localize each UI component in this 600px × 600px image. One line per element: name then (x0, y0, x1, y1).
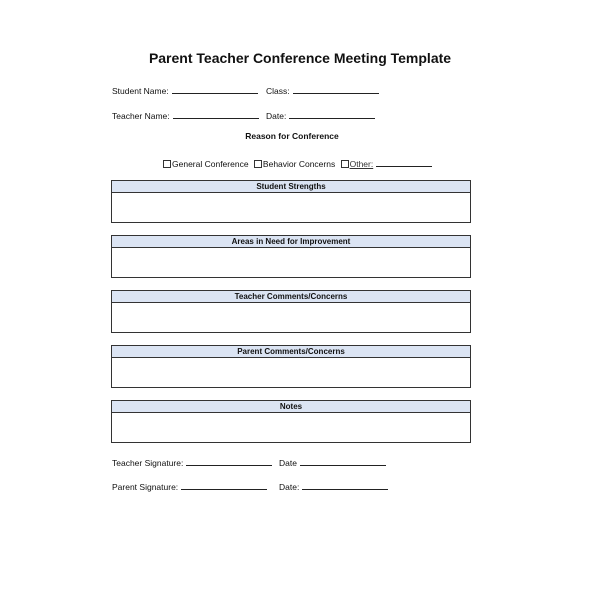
option-other[interactable] (341, 159, 433, 169)
class-row (266, 84, 379, 96)
teacher-signature-label: Teacher Signature: (112, 458, 184, 468)
section-input-area[interactable] (112, 358, 470, 387)
date-field[interactable] (289, 109, 375, 119)
section-heading: Student Strengths (112, 181, 470, 193)
section-input-area[interactable] (112, 303, 470, 332)
option-label: Behavior Concerns (262, 159, 336, 169)
teacher-name-label: Teacher Name: (112, 111, 170, 121)
section-input-area[interactable] (112, 193, 470, 222)
section-notes (111, 400, 471, 443)
section-parent-comments (111, 345, 471, 388)
parent-signature-label: Parent Signature: (112, 482, 179, 492)
option-label: General Conference (172, 159, 249, 169)
section-areas-improvement (111, 235, 471, 278)
reason-options (163, 157, 435, 169)
teacher-date-field[interactable] (300, 456, 386, 466)
teacher-name-row (112, 109, 259, 121)
class-field[interactable] (293, 84, 379, 94)
section-heading: Teacher Comments/Concerns (112, 291, 470, 303)
section-heading: Parent Comments/Concerns (112, 346, 470, 358)
option-general-conference[interactable] (163, 159, 249, 169)
checkbox-icon[interactable] (163, 160, 171, 168)
option-label: Other: (349, 159, 374, 169)
section-input-area[interactable] (112, 248, 470, 277)
student-name-row (112, 84, 258, 96)
teacher-date-row (279, 456, 386, 468)
parent-date-row (279, 480, 388, 492)
parent-date-label: Date: (279, 482, 300, 492)
other-field[interactable] (376, 157, 432, 167)
parent-signature-row (112, 480, 267, 492)
parent-signature-field[interactable] (181, 480, 267, 490)
option-behavior-concerns[interactable] (254, 159, 335, 169)
teacher-date-label: Date (279, 458, 297, 468)
section-input-area[interactable] (112, 413, 470, 442)
student-name-field[interactable] (172, 84, 258, 94)
teacher-name-field[interactable] (173, 109, 259, 119)
section-student-strengths (111, 180, 471, 223)
class-label: Class: (266, 86, 290, 96)
date-row (266, 109, 375, 121)
section-teacher-comments (111, 290, 471, 333)
section-heading: Notes (112, 401, 470, 413)
student-name-label: Student Name: (112, 86, 169, 96)
checkbox-icon[interactable] (254, 160, 262, 168)
document-title: Parent Teacher Conference Meeting Template (148, 50, 452, 66)
reason-title: Reason for Conference (245, 131, 339, 141)
checkbox-icon[interactable] (341, 160, 349, 168)
parent-date-field[interactable] (302, 480, 388, 490)
teacher-signature-row (112, 456, 272, 468)
teacher-signature-field[interactable] (186, 456, 272, 466)
date-label: Date: (266, 111, 287, 121)
section-heading: Areas in Need for Improvement (112, 236, 470, 248)
